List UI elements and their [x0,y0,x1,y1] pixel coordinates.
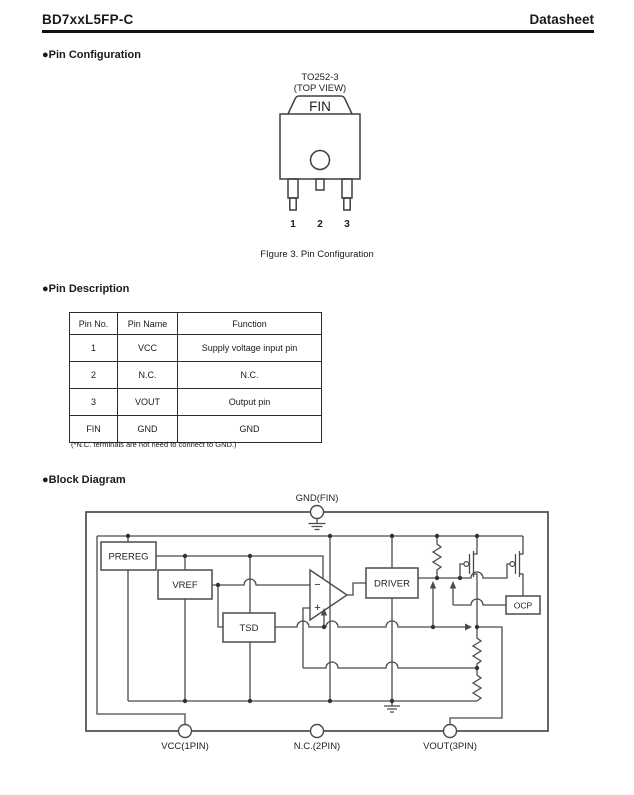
pin-number-1: 1 [290,219,296,230]
page-title: BD7xxL5FP-C [42,12,134,27]
lead-3-tip [344,198,350,210]
vout-pin-label: VOUT(3PIN) [423,741,477,752]
prereg-label: PREREG [108,551,149,563]
package-name: TO252-3 [301,72,339,83]
cell-pin-name: GND [118,416,178,443]
lead-3 [342,179,352,198]
ocp-transistor-icon [516,536,524,596]
pin-number-3: 3 [344,219,350,230]
section-pin-configuration: ●Pin Configuration [42,49,141,61]
cell-function: Output pin [178,389,322,416]
opamp-minus-label: − [314,579,321,591]
lead-1 [288,179,298,198]
col-header-pin-no: Pin No. [70,313,118,335]
gate-bubble-icon [510,562,515,567]
table-footnote: (*N.C. terminals are not need to connect to GND.) [71,440,237,449]
package-tab-label: FIN [309,99,331,114]
cell-pin-no: 1 [70,335,118,362]
lead-1-tip [290,198,296,210]
cell-pin-no: 2 [70,362,118,389]
package-hole [311,151,330,170]
driver-label: DRIVER [374,578,410,590]
cell-function: Supply voltage input pin [178,335,322,362]
doc-type-label: Datasheet [529,12,594,27]
cell-pin-name: VCC [118,335,178,362]
wires [97,519,523,725]
package-view: (TOP VIEW) [293,83,347,94]
gnd-fin-label: GND(FIN) [295,493,339,504]
cell-pin-name: N.C. [118,362,178,389]
block-diagram [0,488,634,760]
terminals [179,506,457,738]
table-row [70,389,322,416]
nc-pin-label: N.C.(2PIN) [293,741,341,752]
vcc-pin-label: VCC(1PIN) [161,741,209,752]
col-header-function: Function [178,313,322,335]
figure-caption: FIgure 3. Pin Configuration [260,249,374,260]
table-row [70,416,322,443]
tsd-label: TSD [239,623,259,634]
table-row [70,335,322,362]
cell-function: GND [178,416,322,443]
header-rule [42,30,594,33]
cell-pin-name: VOUT [118,389,178,416]
cell-pin-no: 3 [70,389,118,416]
gate-bubble-icon [464,562,469,567]
nc-terminal [311,725,324,738]
table-row [70,362,322,389]
opamp-plus-label: + [314,602,321,614]
vcc-terminal [179,725,192,738]
section-pin-description: ●Pin Description [42,283,130,295]
table-header-row [70,313,322,335]
cell-pin-no: FIN [70,416,118,443]
ground-icon [309,519,326,530]
pass-transistor-icon [470,536,478,627]
col-header-pin-name: Pin Name [118,313,178,335]
section-block-diagram: ●Block Diagram [42,474,126,486]
pin-description-table [69,312,322,443]
cell-function: N.C. [178,362,322,389]
vout-terminal [444,725,457,738]
ocp-label: OCP [513,600,533,611]
vref-label: VREF [172,580,198,591]
pin-number-2: 2 [317,219,323,230]
lead-2 [316,179,324,190]
gnd-fin-terminal [311,506,324,519]
package-drawing [257,70,381,232]
